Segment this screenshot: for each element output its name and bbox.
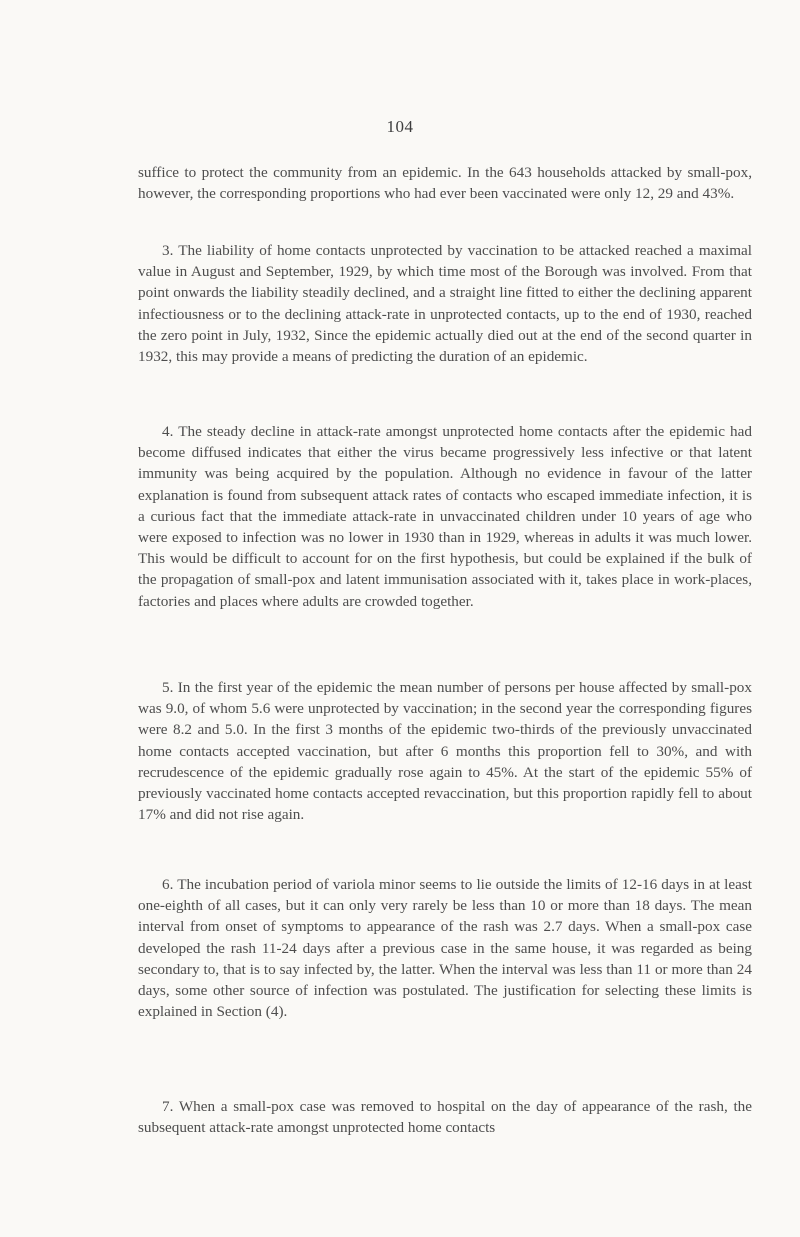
paragraph-6	[138, 874, 752, 1022]
paragraph-3	[138, 240, 752, 367]
paragraph-7	[138, 1096, 752, 1138]
paragraph-text: suffice to protect the community from an epidemic. In the 643 households attacked by small-pox, however, the corresponding proportions who had ever been vaccinated were only 12, 29 and 43%.	[138, 164, 752, 203]
page-number: 104	[386, 117, 414, 136]
paragraph-text: 7. When a small-pox case was removed to hospital on the day of appearance of the rash, the subsequent attack-rate amongst unprotected home contacts	[138, 1098, 752, 1137]
paragraph-text: 4. The steady decline in attack-rate amongst unprotected home contacts after the epidemic had become diffused indicates that either the virus became progressively less infective or that latent immunity was being acquired by the population. Although no evidence in favour of the latter explanation is found from subsequent attack rates of contacts who escaped immediate infection, it is a curious fact that the immediate attack-rate in unvaccinated children under 10 years of age who were exposed to infection was no lower in 1930 than in 1929, whereas in adults it was much lower. This would be difficult to account for on the first hypothesis, but could be explained if the bulk of the propagation of small-pox and latent immunisation associated with it, takes place in work-places, factories and places where adults are crowded together.	[138, 423, 752, 610]
paragraph-text: 5. In the first year of the epidemic the mean number of persons per house affected by small-pox was 9.0, of whom 5.6 were unprotected by vaccination; in the second year the corresponding figures were 8.2 and 5.0. In the first 3 months of the epidemic two-thirds of the previously unvaccinated home contacts accepted vaccination, but after 6 months this proportion fell to 30%, and with recrudescence of the epidemic gradually rose again to 45%. At the start of the epidemic 55% of previously vaccinated home contacts accepted revaccination, but this proportion rapidly fell to about 17% and did not rise again.	[138, 679, 752, 824]
paragraph-continued	[138, 162, 752, 204]
paragraph-text: 6. The incubation period of variola minor seems to lie outside the limits of 12-16 days in at least one-eighth of all cases, but it can only very rarely be less than 10 or more than 18 days. The mean interval from onset of symptoms to appearance of the rash was 2.7 days. When a small-pox case developed the rash 11-24 days after a previous case in the same house, it was regarded as being secondary to, that is to say infected by, the latter. When the interval was less than 11 or more than 24 days, some other source of infection was postulated. The justification for selecting these limits is explained in Section (4).	[138, 876, 752, 1021]
paragraph-5	[138, 677, 752, 825]
paragraph-4	[138, 421, 752, 612]
paragraph-text: 3. The liability of home contacts unprotected by vaccination to be attacked reached a maximal value in August and September, 1929, by which time most of the Borough was involved. From that point onwards the liability steadily declined, and a straight line fitted to either the declining apparent infectiousness or to the declining attack-rate in unprotected contacts, up to the end of 1930, reached the zero point in July, 1932, Since the epidemic actually died out at the end of the second quarter in 1932, this may provide a means of predicting the duration of an epidemic.	[138, 242, 752, 366]
